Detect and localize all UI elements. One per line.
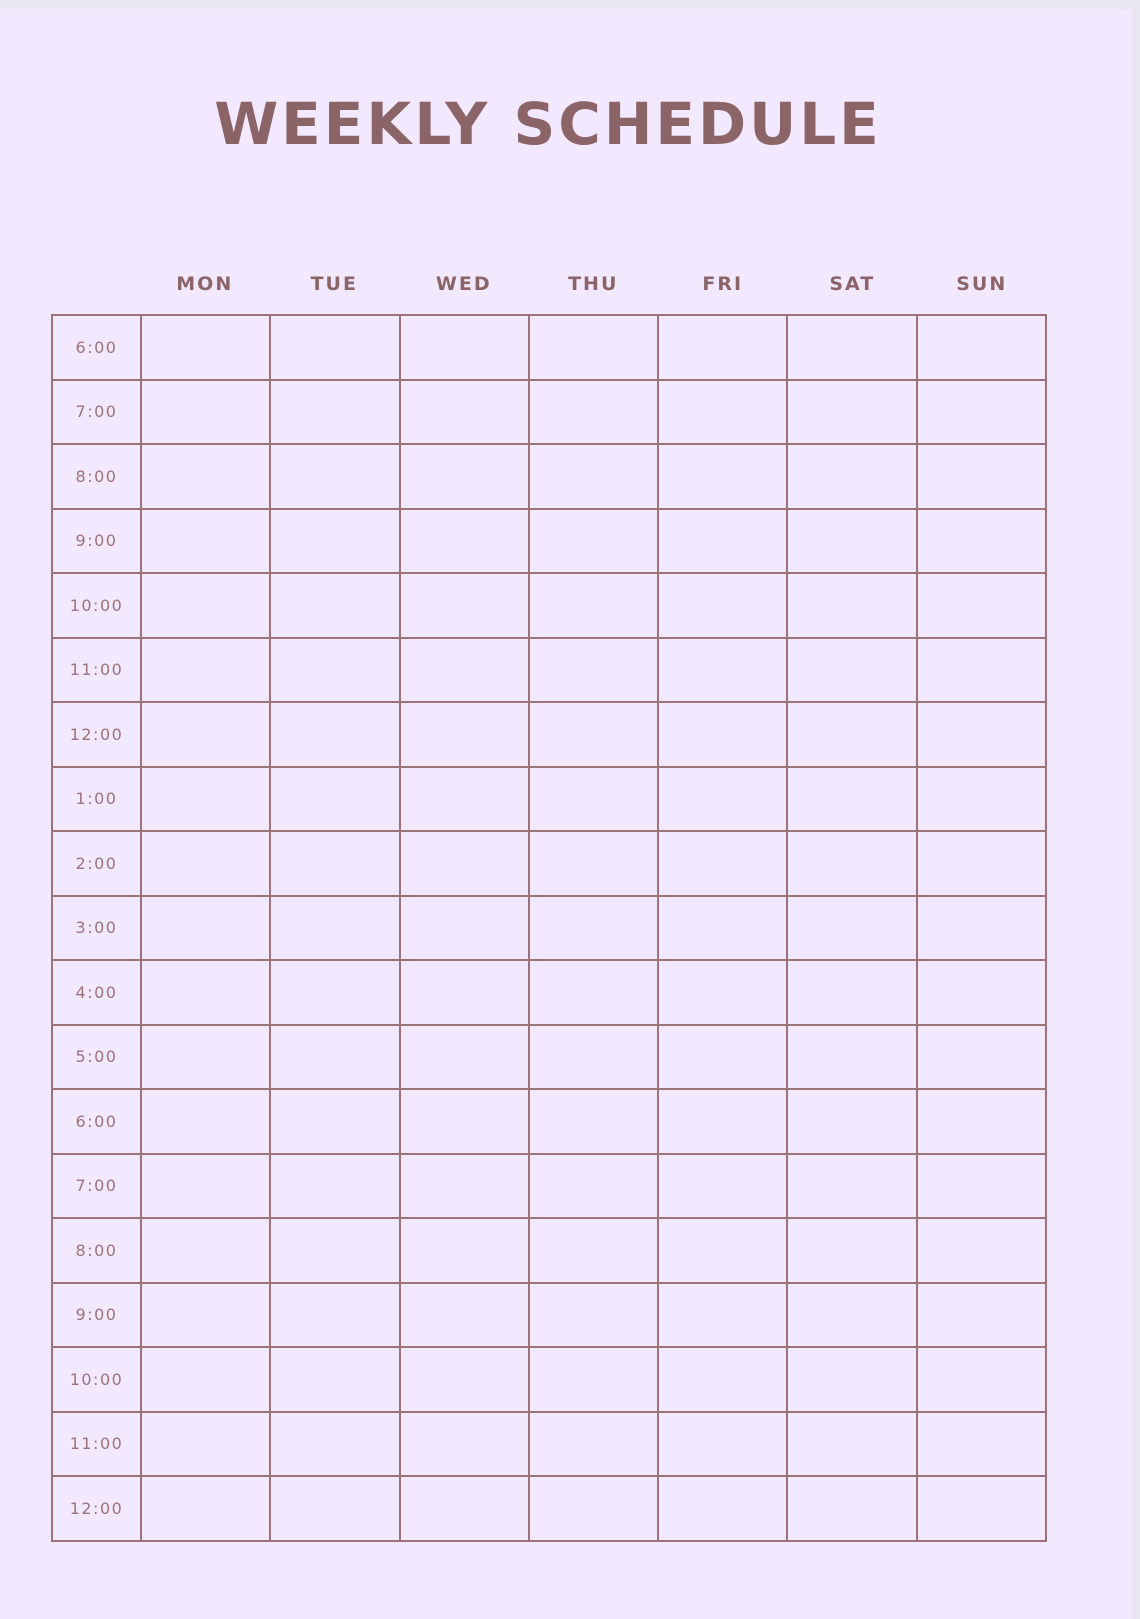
schedule-cell-wed[interactable] bbox=[400, 1347, 529, 1412]
schedule-cell-mon[interactable] bbox=[141, 444, 270, 509]
schedule-cell-tue[interactable] bbox=[270, 702, 399, 767]
schedule-cell-wed[interactable] bbox=[400, 1412, 529, 1477]
schedule-cell-wed[interactable] bbox=[400, 573, 529, 638]
schedule-cell-sat[interactable] bbox=[787, 638, 916, 703]
schedule-cell-thu[interactable] bbox=[529, 1412, 658, 1477]
time-label: 7:00 bbox=[52, 380, 141, 445]
schedule-cell-wed[interactable] bbox=[400, 315, 529, 380]
schedule-cell-mon[interactable] bbox=[141, 509, 270, 574]
time-row bbox=[52, 1025, 1046, 1090]
schedule-cell-thu[interactable] bbox=[529, 702, 658, 767]
schedule-cell-tue[interactable] bbox=[270, 1154, 399, 1219]
time-row bbox=[52, 573, 1046, 638]
schedule-cell-tue[interactable] bbox=[270, 1347, 399, 1412]
schedule-cell-sun[interactable] bbox=[917, 1283, 1046, 1348]
schedule-cell-tue[interactable] bbox=[270, 638, 399, 703]
schedule-cell-sat[interactable] bbox=[787, 1154, 916, 1219]
schedule-cell-sat[interactable] bbox=[787, 1347, 916, 1412]
time-label: 1:00 bbox=[52, 767, 141, 832]
schedule-cell-mon[interactable] bbox=[141, 1347, 270, 1412]
schedule-cell-sun[interactable] bbox=[917, 509, 1046, 574]
schedule-cell-wed[interactable] bbox=[400, 1089, 529, 1154]
schedule-cell-mon[interactable] bbox=[141, 1412, 270, 1477]
schedule-cell-thu[interactable] bbox=[529, 960, 658, 1025]
schedule-cell-thu[interactable] bbox=[529, 509, 658, 574]
schedule-cell-wed[interactable] bbox=[400, 444, 529, 509]
schedule-cell-mon[interactable] bbox=[141, 638, 270, 703]
time-row bbox=[52, 1476, 1046, 1541]
schedule-cell-sun[interactable] bbox=[917, 1025, 1046, 1090]
time-label: 4:00 bbox=[52, 960, 141, 1025]
day-label-sat: SAT bbox=[829, 273, 876, 295]
schedule-cell-thu[interactable] bbox=[529, 573, 658, 638]
schedule-cell-wed[interactable] bbox=[400, 767, 529, 832]
time-row bbox=[52, 1347, 1046, 1412]
schedule-cell-wed[interactable] bbox=[400, 1154, 529, 1219]
time-row bbox=[52, 896, 1046, 961]
schedule-cell-mon[interactable] bbox=[141, 896, 270, 961]
day-label-fri: FRI bbox=[702, 273, 744, 295]
schedule-cell-sun[interactable] bbox=[917, 573, 1046, 638]
time-row bbox=[52, 831, 1046, 896]
time-row bbox=[52, 1154, 1046, 1219]
time-row bbox=[52, 509, 1046, 574]
time-row bbox=[52, 767, 1046, 832]
schedule-cell-fri[interactable] bbox=[658, 509, 787, 574]
schedule-cell-tue[interactable] bbox=[270, 509, 399, 574]
schedule-cell-fri[interactable] bbox=[658, 315, 787, 380]
schedule-cell-fri[interactable] bbox=[658, 380, 787, 445]
schedule-cell-mon[interactable] bbox=[141, 1218, 270, 1283]
schedule-cell-sun[interactable] bbox=[917, 1089, 1046, 1154]
schedule-cell-mon[interactable] bbox=[141, 1089, 270, 1154]
schedule-cell-mon[interactable] bbox=[141, 573, 270, 638]
schedule-cell-tue[interactable] bbox=[270, 1412, 399, 1477]
schedule-cell-tue[interactable] bbox=[270, 960, 399, 1025]
schedule-cell-fri[interactable] bbox=[658, 573, 787, 638]
time-label: 9:00 bbox=[52, 1283, 141, 1348]
schedule-cell-sat[interactable] bbox=[787, 960, 916, 1025]
time-row bbox=[52, 1412, 1046, 1477]
schedule-cell-thu[interactable] bbox=[529, 831, 658, 896]
time-row bbox=[52, 702, 1046, 767]
schedule-cell-tue[interactable] bbox=[270, 767, 399, 832]
schedule-cell-sat[interactable] bbox=[787, 767, 916, 832]
page-title: WEEKLY SCHEDULE bbox=[214, 90, 882, 158]
schedule-cell-mon[interactable] bbox=[141, 315, 270, 380]
schedule-cell-sat[interactable] bbox=[787, 702, 916, 767]
schedule-cell-thu[interactable] bbox=[529, 638, 658, 703]
time-label: 8:00 bbox=[52, 1218, 141, 1283]
schedule-cell-sat[interactable] bbox=[787, 896, 916, 961]
time-row bbox=[52, 1218, 1046, 1283]
schedule-cell-fri[interactable] bbox=[658, 1089, 787, 1154]
schedule-cell-tue[interactable] bbox=[270, 380, 399, 445]
schedule-cell-thu[interactable] bbox=[529, 1089, 658, 1154]
schedule-cell-thu[interactable] bbox=[529, 767, 658, 832]
schedule-cell-thu[interactable] bbox=[529, 1347, 658, 1412]
schedule-cell-fri[interactable] bbox=[658, 1476, 787, 1541]
schedule-cell-fri[interactable] bbox=[658, 767, 787, 832]
time-label: 2:00 bbox=[52, 831, 141, 896]
schedule-cell-mon[interactable] bbox=[141, 767, 270, 832]
time-row bbox=[52, 960, 1046, 1025]
schedule-cell-thu[interactable] bbox=[529, 1218, 658, 1283]
schedule-cell-sun[interactable] bbox=[917, 315, 1046, 380]
schedule-cell-sun[interactable] bbox=[917, 896, 1046, 961]
schedule-cell-wed[interactable] bbox=[400, 1025, 529, 1090]
schedule-cell-thu[interactable] bbox=[529, 444, 658, 509]
time-label: 10:00 bbox=[52, 573, 141, 638]
day-header-row bbox=[51, 254, 1047, 314]
time-label: 12:00 bbox=[52, 702, 141, 767]
schedule-cell-wed[interactable] bbox=[400, 702, 529, 767]
time-label: 9:00 bbox=[52, 509, 141, 574]
schedule-cell-sat[interactable] bbox=[787, 1412, 916, 1477]
schedule-cell-thu[interactable] bbox=[529, 380, 658, 445]
schedule-cell-mon[interactable] bbox=[141, 1476, 270, 1541]
time-label: 11:00 bbox=[52, 1412, 141, 1477]
schedule-cell-sat[interactable] bbox=[787, 1476, 916, 1541]
schedule-page bbox=[0, 9, 1133, 1619]
schedule-cell-fri[interactable] bbox=[658, 702, 787, 767]
time-label: 3:00 bbox=[52, 896, 141, 961]
schedule-cell-tue[interactable] bbox=[270, 573, 399, 638]
schedule-cell-fri[interactable] bbox=[658, 960, 787, 1025]
schedule-cell-sat[interactable] bbox=[787, 1025, 916, 1090]
schedule-cell-fri[interactable] bbox=[658, 1218, 787, 1283]
schedule-cell-thu[interactable] bbox=[529, 896, 658, 961]
schedule-cell-tue[interactable] bbox=[270, 1218, 399, 1283]
schedule-cell-sat[interactable] bbox=[787, 444, 916, 509]
schedule-cell-tue[interactable] bbox=[270, 1476, 399, 1541]
schedule-cell-sat[interactable] bbox=[787, 509, 916, 574]
schedule-cell-sun[interactable] bbox=[917, 1412, 1046, 1477]
schedule-cell-wed[interactable] bbox=[400, 1283, 529, 1348]
schedule-cell-sat[interactable] bbox=[787, 1089, 916, 1154]
schedule-cell-fri[interactable] bbox=[658, 1347, 787, 1412]
day-label-mon: MON bbox=[176, 273, 234, 295]
schedule-cell-sun[interactable] bbox=[917, 1476, 1046, 1541]
schedule-cell-wed[interactable] bbox=[400, 509, 529, 574]
schedule-cell-wed[interactable] bbox=[400, 960, 529, 1025]
day-label-sun: SUN bbox=[956, 273, 1008, 295]
schedule-cell-fri[interactable] bbox=[658, 1412, 787, 1477]
time-label: 6:00 bbox=[52, 315, 141, 380]
time-label: 8:00 bbox=[52, 444, 141, 509]
schedule-cell-sun[interactable] bbox=[917, 444, 1046, 509]
schedule-cell-thu[interactable] bbox=[529, 1025, 658, 1090]
schedule-cell-wed[interactable] bbox=[400, 831, 529, 896]
schedule-cell-tue[interactable] bbox=[270, 1025, 399, 1090]
time-label: 7:00 bbox=[52, 1154, 141, 1219]
schedule-cell-sun[interactable] bbox=[917, 702, 1046, 767]
schedule-table bbox=[51, 254, 1047, 1542]
time-row bbox=[52, 380, 1046, 445]
schedule-cell-tue[interactable] bbox=[270, 1089, 399, 1154]
schedule-cell-sun[interactable] bbox=[917, 1154, 1046, 1219]
schedule-cell-sun[interactable] bbox=[917, 1218, 1046, 1283]
schedule-cell-thu[interactable] bbox=[529, 1154, 658, 1219]
schedule-cell-mon[interactable] bbox=[141, 1283, 270, 1348]
time-label: 5:00 bbox=[52, 1025, 141, 1090]
schedule-cell-fri[interactable] bbox=[658, 831, 787, 896]
schedule-cell-mon[interactable] bbox=[141, 1154, 270, 1219]
schedule-cell-sat[interactable] bbox=[787, 1218, 916, 1283]
schedule-cell-tue[interactable] bbox=[270, 315, 399, 380]
schedule-cell-sat[interactable] bbox=[787, 380, 916, 445]
schedule-grid bbox=[51, 314, 1047, 1542]
schedule-cell-mon[interactable] bbox=[141, 380, 270, 445]
schedule-cell-mon[interactable] bbox=[141, 831, 270, 896]
schedule-cell-sat[interactable] bbox=[787, 573, 916, 638]
schedule-cell-thu[interactable] bbox=[529, 1476, 658, 1541]
time-row bbox=[52, 315, 1046, 380]
schedule-cell-fri[interactable] bbox=[658, 1283, 787, 1348]
schedule-cell-tue[interactable] bbox=[270, 896, 399, 961]
day-label-tue: TUE bbox=[310, 273, 358, 295]
day-label-thu: THU bbox=[568, 273, 619, 295]
schedule-cell-fri[interactable] bbox=[658, 896, 787, 961]
schedule-cell-sat[interactable] bbox=[787, 831, 916, 896]
schedule-cell-tue[interactable] bbox=[270, 831, 399, 896]
time-label: 12:00 bbox=[52, 1476, 141, 1541]
schedule-cell-wed[interactable] bbox=[400, 896, 529, 961]
schedule-cell-sun[interactable] bbox=[917, 638, 1046, 703]
schedule-cell-wed[interactable] bbox=[400, 638, 529, 703]
schedule-cell-sat[interactable] bbox=[787, 315, 916, 380]
schedule-cell-fri[interactable] bbox=[658, 444, 787, 509]
schedule-cell-tue[interactable] bbox=[270, 444, 399, 509]
schedule-cell-thu[interactable] bbox=[529, 315, 658, 380]
time-row bbox=[52, 1283, 1046, 1348]
schedule-cell-wed[interactable] bbox=[400, 1476, 529, 1541]
time-label: 6:00 bbox=[52, 1089, 141, 1154]
schedule-cell-fri[interactable] bbox=[658, 1025, 787, 1090]
schedule-cell-fri[interactable] bbox=[658, 1154, 787, 1219]
schedule-cell-wed[interactable] bbox=[400, 1218, 529, 1283]
schedule-cell-tue[interactable] bbox=[270, 1283, 399, 1348]
time-row bbox=[52, 638, 1046, 703]
schedule-cell-mon[interactable] bbox=[141, 702, 270, 767]
schedule-cell-thu[interactable] bbox=[529, 1283, 658, 1348]
day-label-wed: WED bbox=[435, 273, 492, 295]
schedule-cell-sun[interactable] bbox=[917, 1347, 1046, 1412]
schedule-cell-mon[interactable] bbox=[141, 1025, 270, 1090]
schedule-cell-fri[interactable] bbox=[658, 638, 787, 703]
schedule-cell-mon[interactable] bbox=[141, 960, 270, 1025]
schedule-cell-sat[interactable] bbox=[787, 1283, 916, 1348]
schedule-cell-sun[interactable] bbox=[917, 831, 1046, 896]
schedule-cell-sun[interactable] bbox=[917, 767, 1046, 832]
schedule-cell-sun[interactable] bbox=[917, 380, 1046, 445]
time-row bbox=[52, 1089, 1046, 1154]
schedule-cell-sun[interactable] bbox=[917, 960, 1046, 1025]
schedule-cell-wed[interactable] bbox=[400, 380, 529, 445]
time-label: 11:00 bbox=[52, 638, 141, 703]
time-label: 10:00 bbox=[52, 1347, 141, 1412]
time-row bbox=[52, 444, 1046, 509]
